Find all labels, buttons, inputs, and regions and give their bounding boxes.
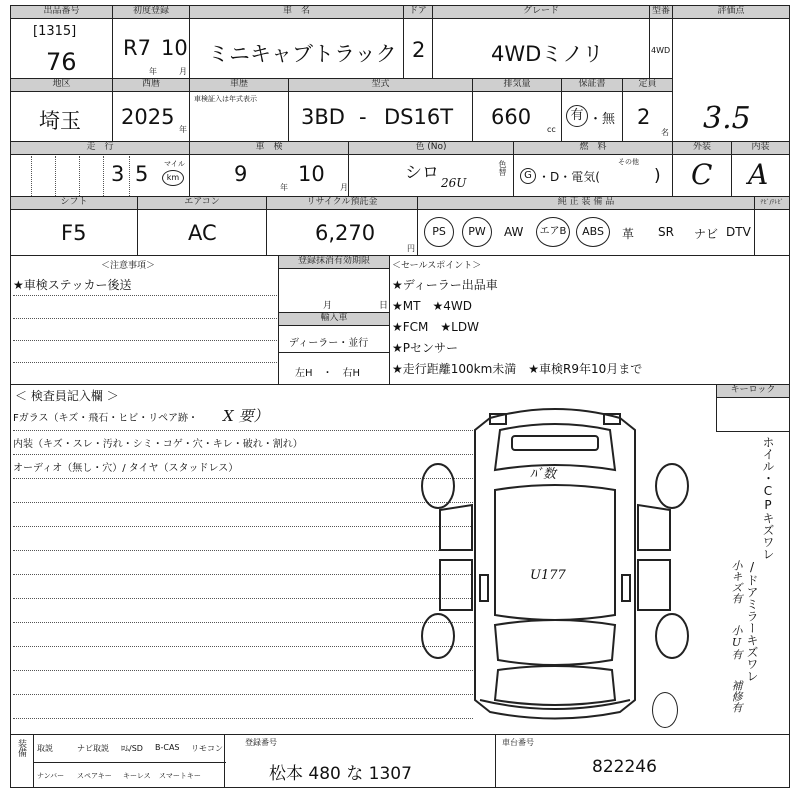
color-header: 色 (No) bbox=[349, 142, 513, 155]
side-note-mirror: /ドアミラーキズワレ bbox=[745, 560, 759, 682]
caution-header: ＜注意事項＞ bbox=[101, 261, 156, 271]
navi-tv-extra-cell bbox=[754, 196, 790, 256]
equipment-leather: 革 bbox=[622, 227, 635, 241]
steering-handle: 左H ・ 右H bbox=[295, 368, 361, 379]
model-type-cell bbox=[288, 78, 473, 142]
inspection-header: 車 検 bbox=[190, 142, 348, 155]
fuel-header: 燃 料 bbox=[514, 142, 672, 155]
chassis-cell bbox=[495, 734, 790, 788]
exhibit-number-header: 出品番号 bbox=[11, 6, 112, 19]
sales-point-4: ★Pセンサー bbox=[392, 341, 458, 355]
exterior-cell bbox=[672, 141, 732, 197]
car-history-header: 車歴 bbox=[190, 79, 288, 92]
equipment-abs: ABS bbox=[576, 217, 610, 247]
plate-number: 松本 480 な 1307 bbox=[269, 764, 412, 784]
side-note-repair: 補修有 bbox=[730, 680, 743, 713]
mile-unit: マイル bbox=[164, 160, 185, 168]
first-registration-cell bbox=[112, 5, 190, 79]
plate-header: 登録番号 bbox=[245, 738, 277, 747]
inspector-audio-tire: オーディオ（無し・穴）/ タイヤ（スタッドレス） bbox=[13, 463, 239, 474]
chassis-number: 822246 bbox=[592, 757, 657, 777]
area: 埼玉 bbox=[39, 109, 81, 133]
grade-header: グレード bbox=[433, 6, 649, 19]
interior-cell bbox=[731, 141, 790, 197]
year-header: 西暦 bbox=[113, 79, 189, 92]
area-header: 地区 bbox=[11, 79, 112, 92]
car-name: ミニキャブトラック bbox=[208, 42, 397, 66]
aircon: AC bbox=[188, 221, 217, 245]
inspector-title: ＜ 検査員記入欄 ＞ bbox=[15, 389, 119, 403]
exhibit-bracket: [1315] bbox=[33, 24, 77, 39]
acc-keyless: キーレス bbox=[123, 772, 151, 780]
mileage-cell bbox=[10, 141, 190, 197]
model-code: 4WD bbox=[651, 46, 671, 55]
fuel-gasoline-mark: G bbox=[520, 168, 536, 184]
capacity-cell bbox=[622, 78, 673, 142]
side-note-small-scratch: 小キズ有 bbox=[730, 560, 743, 604]
year-unit: 年 bbox=[149, 67, 157, 76]
sales-point-2: ★MT ★4WD bbox=[392, 299, 472, 313]
navi-tv-header: ﾅﾋﾞ/ﾃﾚﾋﾞ bbox=[755, 197, 789, 210]
mileage-digit-2: 5 bbox=[135, 162, 149, 186]
warranty-header: 保証書 bbox=[562, 79, 622, 92]
deadline-month-label: 月 bbox=[323, 301, 333, 311]
acc-bcas: B-CAS bbox=[155, 743, 180, 752]
displacement: 660 bbox=[491, 105, 532, 129]
model-year: 2025 bbox=[121, 105, 175, 129]
model-type-dash: - bbox=[359, 105, 367, 129]
fuel-close-paren: ) bbox=[654, 166, 661, 186]
aircon-cell bbox=[137, 196, 267, 256]
year-cell bbox=[112, 78, 190, 142]
displacement-header: 排気量 bbox=[473, 79, 561, 92]
warranty-yes-mark: 有 bbox=[566, 105, 588, 127]
registration-deadline-box bbox=[278, 255, 390, 385]
month-unit: 月 bbox=[179, 67, 187, 76]
door-cell bbox=[403, 5, 433, 79]
sales-points-box bbox=[390, 256, 790, 384]
equipment-aw: AW bbox=[504, 225, 524, 239]
inspector-interior: 内装（キズ・スレ・汚れ・シミ・コゲ・穴・キレ・破れ・割れ） bbox=[13, 439, 303, 450]
color-change-label: 色替 bbox=[498, 160, 507, 176]
capacity-unit: 名 bbox=[661, 128, 669, 137]
warranty-no: ・無 bbox=[589, 112, 616, 127]
shift: F5 bbox=[61, 221, 87, 245]
shift-header: シフト bbox=[11, 197, 137, 210]
keylock-header: キーロック bbox=[717, 385, 789, 398]
first-registration-header: 初度登録 bbox=[113, 6, 189, 19]
model-type-suffix: DS16T bbox=[384, 105, 454, 129]
mileage-digit-1: 3 bbox=[111, 162, 125, 186]
color-code: 26U bbox=[441, 176, 467, 190]
sales-point-3: ★FCM ★LDW bbox=[392, 320, 479, 334]
capacity-header: 定員 bbox=[623, 79, 672, 92]
side-note-small-dent: 小U有 bbox=[730, 625, 743, 660]
color: シロ bbox=[405, 163, 439, 183]
diagram-circle-marker bbox=[652, 692, 678, 728]
car-name-cell bbox=[189, 5, 404, 79]
equipment-header: 純 正 装 備 品 bbox=[418, 197, 754, 210]
inspection-cell bbox=[189, 141, 349, 197]
capacity: 2 bbox=[637, 105, 651, 129]
recycle-fee: 6,270 bbox=[315, 221, 376, 245]
car-history-note: 車検証入は年式表示 bbox=[194, 95, 257, 103]
diagram-mark-top: ﾊﾞ数 bbox=[530, 467, 557, 482]
inspection-month: 10 bbox=[298, 162, 325, 186]
recycle-unit: 円 bbox=[407, 244, 415, 253]
equipment-ps: PS bbox=[424, 217, 454, 247]
exterior-grade: C bbox=[691, 158, 713, 191]
aircon-header: エアコン bbox=[138, 197, 266, 210]
acc-rom-sd: ﾛﾑ/SD bbox=[121, 744, 143, 753]
exhibit-number: 76 bbox=[46, 48, 77, 76]
evaluation-header: 評価点 bbox=[673, 6, 789, 19]
warranty-cell bbox=[561, 78, 623, 142]
area-cell bbox=[10, 78, 113, 142]
car-history-cell bbox=[189, 78, 289, 142]
first-registration-month: 10 bbox=[161, 36, 188, 60]
model-year-unit: 年 bbox=[179, 125, 187, 134]
registration-deadline-header: 登録抹消有効期限 bbox=[279, 256, 389, 269]
shift-cell bbox=[10, 196, 138, 256]
mileage-header: 走 行 bbox=[11, 142, 189, 155]
grade-cell bbox=[432, 5, 650, 79]
acc-navi-manual: ナビ取説 bbox=[77, 744, 109, 753]
vehicle-damage-diagram bbox=[420, 400, 690, 730]
inspection-year: 9 bbox=[234, 162, 248, 186]
equipment-airbag: エアB bbox=[536, 217, 570, 247]
keylock-box bbox=[716, 384, 790, 432]
acc-number-plate: ナンバー bbox=[37, 772, 65, 780]
inspection-month-unit: 月 bbox=[340, 183, 348, 192]
accessories-cell bbox=[10, 734, 225, 788]
inspector-windshield: Fガラス（キズ・飛石・ヒビ・リペア跡・ bbox=[13, 413, 199, 424]
model-type-prefix: 3BD bbox=[301, 105, 345, 129]
recycle-header: リサイクル預託金 bbox=[267, 197, 417, 210]
equipment-sunroof: SR bbox=[658, 225, 674, 239]
deadline-day-label: 日 bbox=[379, 301, 389, 311]
exterior-header: 外装 bbox=[673, 142, 731, 155]
displacement-unit: cc bbox=[547, 125, 556, 134]
first-registration-era: R7 bbox=[123, 36, 151, 60]
inspection-year-unit: 年 bbox=[280, 183, 288, 192]
car-name-header: 車 名 bbox=[190, 6, 403, 19]
fuel-other-label: その他 bbox=[618, 158, 639, 166]
acc-smart-key: スマートキー bbox=[159, 772, 201, 780]
side-note-wheel: ホイル・CPキズワレ bbox=[761, 436, 775, 560]
equipment-pw: PW bbox=[462, 217, 492, 247]
import-header: 輸入車 bbox=[279, 312, 389, 326]
grade: 4WDミノリ bbox=[491, 42, 604, 66]
acc-spare-key: スペアキー bbox=[77, 772, 112, 780]
model-type-header: 型式 bbox=[289, 79, 472, 92]
km-unit-circled: km bbox=[162, 170, 184, 186]
door-count: 2 bbox=[412, 38, 426, 62]
equipment-navi: ナビ bbox=[694, 227, 719, 241]
interior-header: 内装 bbox=[732, 142, 789, 155]
inspector-windshield-mark: X 要） bbox=[223, 407, 269, 425]
import-type: ディーラー・並行 bbox=[289, 338, 369, 349]
exhibit-number-cell bbox=[10, 5, 113, 79]
plate-cell bbox=[224, 734, 496, 788]
equipment-dtv: DTV bbox=[726, 225, 751, 239]
equipment-cell bbox=[417, 196, 755, 256]
diagram-mark-mid: U177 bbox=[530, 568, 566, 583]
caution-line: ★車検ステッカー後送 bbox=[13, 278, 132, 292]
acc-manual: 取説 bbox=[37, 744, 53, 753]
sales-point-1: ★ディーラー出品車 bbox=[392, 278, 498, 292]
sales-points-header: ＜セールスポイント＞ bbox=[392, 261, 482, 271]
model-code-header: 型番 bbox=[650, 6, 672, 19]
fuel-options: ・D・電気( bbox=[538, 170, 600, 184]
recycle-cell bbox=[266, 196, 418, 256]
interior-grade: A bbox=[748, 158, 769, 191]
displacement-cell bbox=[472, 78, 562, 142]
evaluation-score: 3.5 bbox=[703, 101, 751, 136]
accessories-header: 装備 bbox=[16, 739, 26, 757]
color-cell bbox=[348, 141, 514, 197]
model-code-cell bbox=[649, 5, 673, 79]
sales-point-5: ★走行距離100km未満 ★車検R9年10月まで bbox=[392, 362, 643, 376]
fuel-cell bbox=[513, 141, 673, 197]
chassis-header: 車台番号 bbox=[502, 738, 534, 747]
door-header: ドア bbox=[404, 6, 432, 19]
acc-remote: リモコン bbox=[191, 744, 223, 753]
